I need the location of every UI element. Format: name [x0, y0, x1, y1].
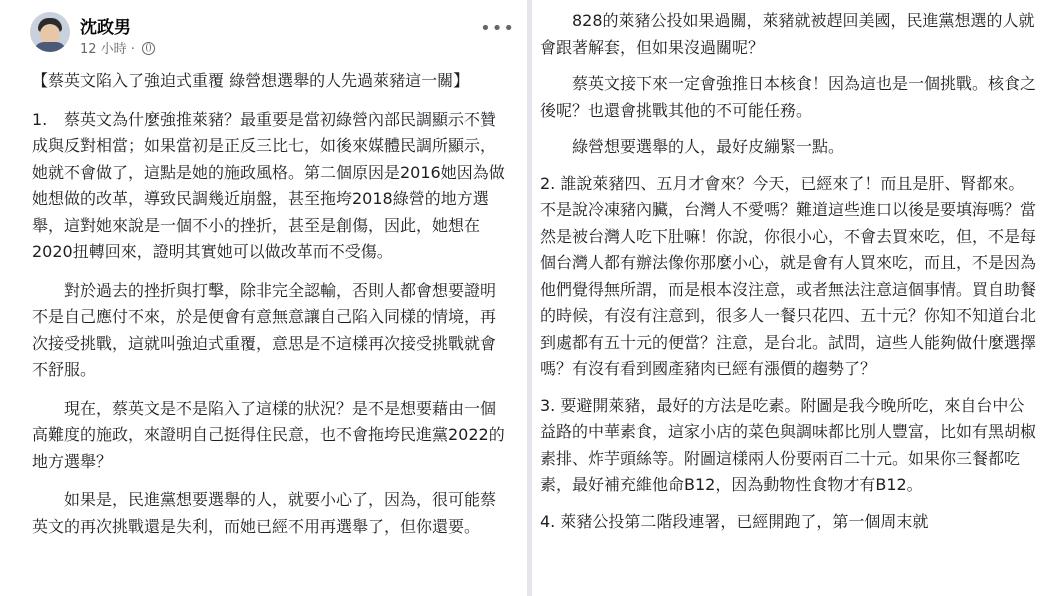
paragraph-right-4: 2. 誰說萊豬四、五月才會來？今天，已經來了！而且是肝、腎都來。不是說冷凍豬內臟，台灣人不愛嗎？難道這些進口以後是要填海嗎？當然是被台灣人吃下肚嘛！你說，你很小心，不會去買來吃，但，不是每個台灣人都有辦法像你那麼小心，就是會有人買來吃，而且，不是因為他們覺得無所謂，而是根本沒注意，或者無法注意這個事情。買自助餐的時候，有沒有注意到，很多人一餐只花四、五十元？你知不知道台北到處都有五十元的便當？注意，是台北。試問，這些人能夠做什麼選擇嗎？有沒有看到國產豬肉已經有漲價的趨勢了？ — [540, 173, 1037, 378]
post-panel-left — [0, 0, 527, 596]
post-body-left — [32, 68, 510, 552]
post-header — [30, 12, 515, 62]
paragraph-4: 如果是，民進黨想要選舉的人，就要小心了，因為，很可能蔡英文的再次挑戰還是失利，而她已經不用再選舉了，但你還要。 — [32, 490, 497, 536]
post-panel-right — [532, 0, 1060, 596]
author-name[interactable]: 沈政男 — [80, 18, 131, 38]
post-title: 【蔡英文陷入了強迫式重覆 綠營想選舉的人先過萊豬這一關】 — [32, 71, 470, 90]
paragraph-right-1: 828的萊豬公投如果過關，萊豬就被趕回美國，民進黨想選的人就會跟著解套，但如果沒過關呢？ — [540, 11, 1035, 57]
paragraph-right-2: 蔡英文接下來一定會強推日本核食！因為這也是一個挑戰。核食之後呢？也還會挑戰其他的不可能任務。 — [540, 74, 1037, 120]
post-body-right — [540, 8, 1038, 545]
avatar[interactable] — [30, 12, 70, 52]
paragraph-right-3: 綠營想要選舉的人，最好皮繃緊一點。 — [572, 137, 845, 156]
paragraph-right-5: 3. 要避開萊豬，最好的方法是吃素。附圖是我今晚所吃，來自台中公益路的中華素食，這家小店的菜色與調味都比別人豐富，比如有黑胡椒素排、炸芋頭絲等。附圖這樣兩人份要兩百二十元。如果你三餐都吃素，最好補充維他命B12，因為動物性食物才有B12。 — [540, 395, 1037, 494]
paragraph-number: 1. — [32, 109, 48, 129]
paragraph-2: 對於過去的挫折與打擊，除非完全認輸，否則人都會想要證明不是自己應付不來，於是便會有意無意讓自己陷入同樣的情境，再次接受挑戰，這就叫強迫式重覆，意思是不這樣再次接受挑戰就會不舒服。 — [32, 280, 497, 379]
globe-icon — [142, 42, 155, 55]
post-time[interactable]: 12 小時 · — [80, 42, 135, 57]
post-meta — [80, 38, 155, 57]
paragraph-1: 1. 蔡英文為什麼強推萊豬？最重要是當初綠營內部民調顯示不贊成與反對相當；如果當初是正反三比七，如後來媒體民調所顯示，她就不會做了，這點是她的施政風格。第二個原因是2016她因為做她想做的改革，導致民調幾近崩盤，甚至拖垮2018綠營的地方選舉，這對她來說是一個不小的挫折，甚至是創傷，因此，她想在2020扭轉回來，證明其實她可以做改革而不受傷。 — [32, 107, 510, 266]
paragraph-3: 現在，蔡英文是不是陷入了這樣的狀況？是不是想要藉由一個高難度的施政，來證明自己挺得住民意，也不會拖垮民進黨2022的地方選舉？ — [32, 398, 505, 471]
more-options-icon[interactable]: ••• — [480, 18, 515, 39]
paragraph-right-6: 4. 萊豬公投第二階段連署，已經開跑了，第一個周末就 — [540, 511, 929, 531]
